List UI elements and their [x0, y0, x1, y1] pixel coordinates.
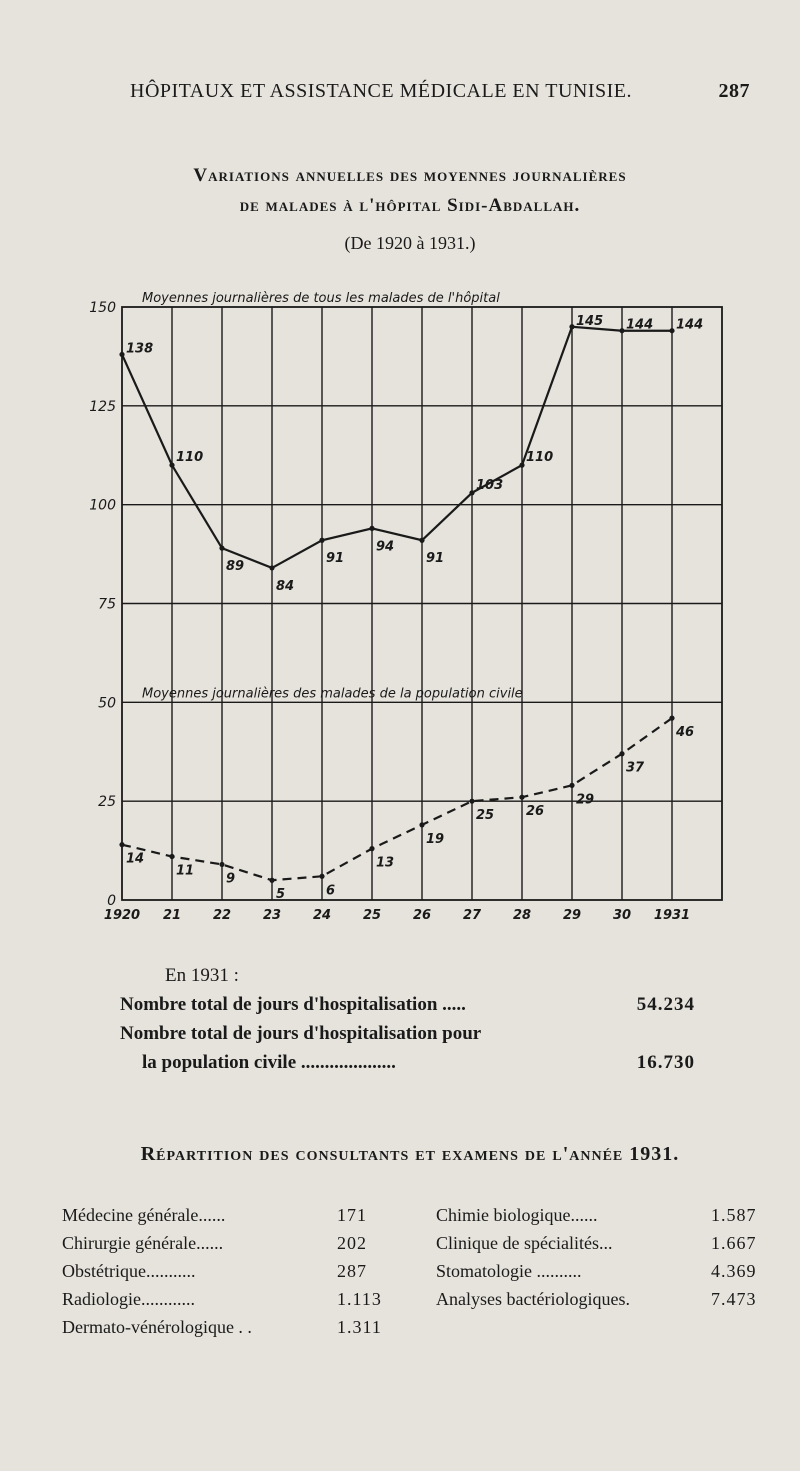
- item-value: 7.473: [711, 1289, 757, 1309]
- list-item: [436, 1261, 776, 1289]
- data-point: [619, 751, 624, 756]
- totals-row: [120, 994, 720, 1023]
- x-tick-label: 29: [562, 908, 582, 923]
- totals-intro: En 1931 :: [165, 965, 239, 986]
- data-point: [319, 874, 324, 879]
- data-label: 14: [126, 851, 145, 867]
- y-tick-label: 75: [98, 596, 116, 613]
- x-tick-label: 1920: [103, 908, 141, 923]
- page-number: 287: [718, 80, 750, 102]
- item-value: 287: [337, 1261, 367, 1281]
- data-label: 138: [126, 341, 154, 357]
- data-label: 103: [476, 477, 504, 493]
- x-tick-label: 30: [612, 908, 632, 923]
- x-tick-label: 21: [162, 908, 182, 923]
- data-label: 91: [426, 551, 445, 567]
- totals-label: la population civile ....................: [142, 1052, 396, 1073]
- item-name: Médecine générale......: [62, 1205, 226, 1225]
- running-head: [130, 80, 750, 110]
- data-label: 6: [326, 883, 336, 899]
- data-point: [219, 546, 224, 551]
- data-label: 144: [626, 317, 654, 333]
- list-item: [62, 1205, 402, 1233]
- item-name: Analyses bactériologiques.: [436, 1289, 630, 1309]
- item-value: 1.587: [711, 1205, 757, 1225]
- data-point: [619, 328, 624, 333]
- x-tick-label: 27: [462, 908, 482, 923]
- x-tick-label: 1931: [653, 908, 691, 923]
- list-item: [62, 1233, 402, 1261]
- running-title: HÔPITAUX ET ASSISTANCE MÉDICALE EN TUNISIE.: [130, 80, 632, 102]
- x-tick-label: 24: [312, 908, 332, 923]
- totals-row: [120, 1023, 720, 1052]
- y-tick-label: 50: [98, 695, 116, 712]
- data-label: 110: [176, 450, 204, 466]
- data-label: 37: [626, 760, 645, 776]
- data-point: [419, 538, 424, 543]
- item-name: Clinique de spécialités...: [436, 1233, 613, 1253]
- data-label: 9: [226, 871, 236, 887]
- item-value: 1.113: [337, 1289, 382, 1309]
- data-point: [669, 716, 674, 721]
- data-point: [119, 842, 124, 847]
- totals-label: Nombre total de jours d'hospitalisation pour: [120, 1023, 482, 1044]
- data-point: [369, 526, 374, 531]
- list-item: [62, 1317, 402, 1345]
- x-tick-label: 23: [262, 908, 282, 923]
- item-name: Radiologie............: [62, 1289, 195, 1309]
- figure-subtitle: (De 1920 à 1931.): [344, 233, 476, 253]
- y-tick-label: 100: [89, 497, 116, 514]
- list-item: [436, 1205, 776, 1233]
- series-line: [122, 327, 672, 568]
- item-name: Stomatologie ..........: [436, 1261, 582, 1281]
- repartition-left-column: [62, 1205, 402, 1345]
- data-point: [219, 862, 224, 867]
- item-value: 4.369: [711, 1261, 757, 1281]
- item-value: 202: [337, 1233, 367, 1253]
- data-label: 84: [276, 578, 295, 594]
- data-point: [669, 328, 674, 333]
- data-point: [319, 538, 324, 543]
- repartition-title: Répartition des consultants et examens de l'année 1931.: [140, 1143, 680, 1165]
- data-point: [469, 799, 474, 804]
- data-point: [369, 846, 374, 851]
- data-point: [269, 878, 274, 883]
- item-name: Chirurgie générale......: [62, 1233, 224, 1253]
- data-point: [519, 795, 524, 800]
- item-value: 1.311: [337, 1317, 382, 1337]
- series-label: Moyennes journalières des malades de la population civile: [142, 686, 523, 702]
- repartition-right-column: [436, 1205, 776, 1317]
- data-label: 144: [676, 317, 704, 333]
- x-tick-label: 25: [362, 908, 382, 923]
- data-label: 29: [576, 792, 595, 808]
- list-item: [62, 1289, 402, 1317]
- figure-title-line1: Variations annuelles des moyennes journalières: [193, 165, 627, 186]
- data-label: 5: [276, 887, 286, 903]
- list-item: [436, 1233, 776, 1261]
- x-tick-label: 22: [212, 908, 232, 923]
- data-point: [169, 854, 174, 859]
- data-label: 26: [526, 804, 545, 820]
- totals-row: [120, 1052, 720, 1081]
- y-tick-label: 125: [89, 398, 116, 415]
- data-point: [569, 783, 574, 788]
- data-point: [169, 463, 174, 468]
- data-label: 89: [226, 559, 245, 575]
- data-point: [269, 565, 274, 570]
- y-tick-label: 25: [98, 794, 116, 811]
- data-label: 11: [176, 863, 195, 879]
- data-label: 46: [676, 725, 695, 741]
- totals-value: 54.234: [636, 994, 695, 1015]
- data-point: [419, 822, 424, 827]
- data-point: [569, 324, 574, 329]
- x-tick-label: 28: [512, 908, 532, 923]
- y-tick-label: 0: [107, 893, 116, 909]
- data-label: 110: [526, 450, 554, 466]
- item-value: 171: [337, 1205, 367, 1225]
- item-value: 1.667: [711, 1233, 757, 1253]
- totals-label: Nombre total de jours d'hospitalisation .....: [120, 994, 466, 1015]
- line-chart: [85, 285, 735, 925]
- data-label: 13: [376, 855, 395, 871]
- totals-block: [120, 965, 720, 1081]
- data-label: 91: [326, 551, 345, 567]
- list-item: [436, 1289, 776, 1317]
- figure-title-line2: de malades à l'hôpital Sidi-Abdallah.: [239, 195, 581, 216]
- item-name: Dermato-vénérologique . .: [62, 1317, 252, 1337]
- data-point: [519, 463, 524, 468]
- totals-value: 16.730: [636, 1052, 695, 1073]
- data-point: [119, 352, 124, 357]
- list-item: [62, 1261, 402, 1289]
- item-name: Chimie biologique......: [436, 1205, 598, 1225]
- totals-intro-row: [120, 965, 720, 994]
- item-name: Obstétrique...........: [62, 1261, 196, 1281]
- x-tick-label: 26: [412, 908, 432, 923]
- data-label: 19: [426, 831, 445, 847]
- data-label: 25: [476, 808, 495, 824]
- data-label: 94: [376, 539, 395, 555]
- y-tick-label: 150: [89, 300, 116, 316]
- data-point: [469, 490, 474, 495]
- data-label: 145: [576, 313, 604, 329]
- series-label: Moyennes journalières de tous les malades de l'hôpital: [142, 291, 500, 306]
